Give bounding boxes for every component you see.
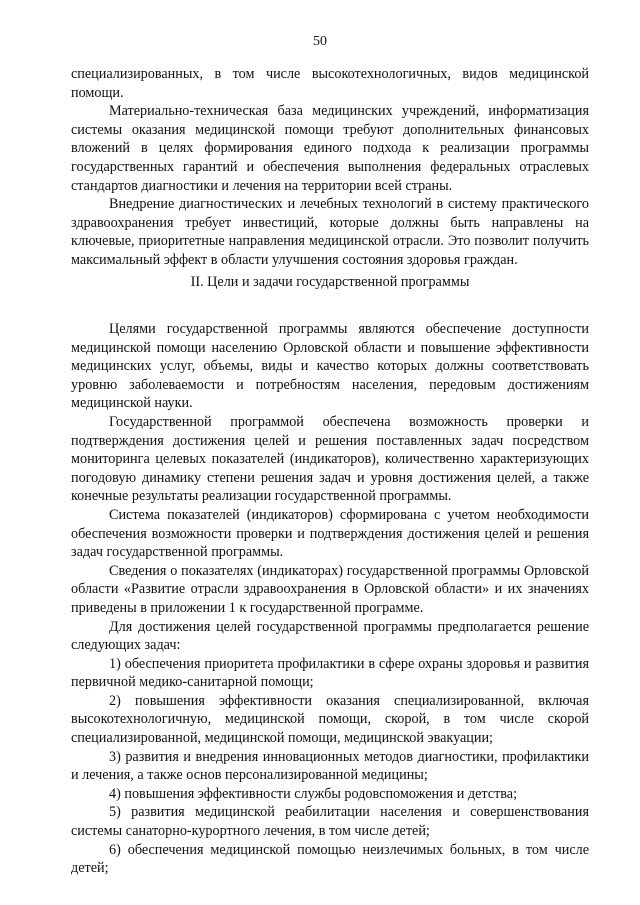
paragraph: Материально-техническая база медицинских учреждений, информатизация системы оказания медицинской помощи требуют дополнительных финансовых вложений в целях формирования единого подхода к реализации программы государственных гарантий и обеспечения выполнения федеральных отраслевых стандартов диагностики и лечения на территории всей страны. <box>71 103 589 194</box>
list-item: 4) повышения эффективности службы родовспоможения и детства; <box>109 785 518 802</box>
section-heading: II. Цели и задачи государственной программы <box>190 274 470 290</box>
list-item: 6) обеспечения медицинской помощью неизлечимых больных, в том числе детей; <box>71 841 589 877</box>
section-text-block <box>71 320 589 878</box>
intro-text-block <box>71 65 589 270</box>
paragraph: специализированных, в том числе высокотехнологичных, видов медицинской помощи. <box>71 66 589 101</box>
paragraph: Государственной программой обеспечена возможность проверки и подтверждения достижения целей и решения поставленных задач посредством мониторинга целевых показателей (индикаторов), количественно характеризующих погодовую динамику степени решения задач и уровня достижения целей, а также конечные результаты реализации государственной программы. <box>71 413 589 505</box>
paragraph: Целями государственной программы являются обеспечение доступности медицинской помощи населению Орловской области и повышение эффективности медицинских услуг, объемы, виды и качество которых должны соответствовать уровню заболеваемости и потребностям населения, передовым достижениям медицинской науки. <box>71 321 589 412</box>
paragraph: Сведения о показателях (индикаторах) государственной программы Орловской области «Развитие отрасли здравоохранения в Орловской области» и их значениях приведены в приложении 1 к государственной программе. <box>71 562 589 616</box>
paragraph: Для достижения целей государственной программы предполагается решение следующих задач: <box>71 618 589 654</box>
list-item: 1) обеспечения приоритета профилактики в сфере охраны здоровья и развития первичной медико-санитарной помощи; <box>71 655 589 691</box>
list-item: 2) повышения эффективности оказания специализированной, включая высокотехнологичную, медицинской помощи, скорой, в том числе скорой специализированной, медицинской помощи, медицинской эвакуации; <box>71 692 589 747</box>
paragraph: Внедрение диагностических и лечебных технологий в систему практического здравоохранения требует инвестиций, которые должны быть направлены на ключевые, приоритетные направления медицинской отрасли. Это позволит получить максимальный эффект в области улучшения состояния здоровья граждан. <box>71 196 589 268</box>
paragraph: Система показателей (индикаторов) сформирована с учетом необходимости обеспечения возможности проверки и подтверждения достижения целей и решения задач государственной программы. <box>71 506 589 561</box>
list-item: 5) развития медицинской реабилитации населения и совершенствования системы санаторно-курортного лечения, в том числе детей; <box>71 804 589 840</box>
list-item: 3) развития и внедрения инновационных методов диагностики, профилактики и лечения, а также основ персонализированной медицины; <box>71 748 589 784</box>
page-number: 50 <box>313 34 327 49</box>
